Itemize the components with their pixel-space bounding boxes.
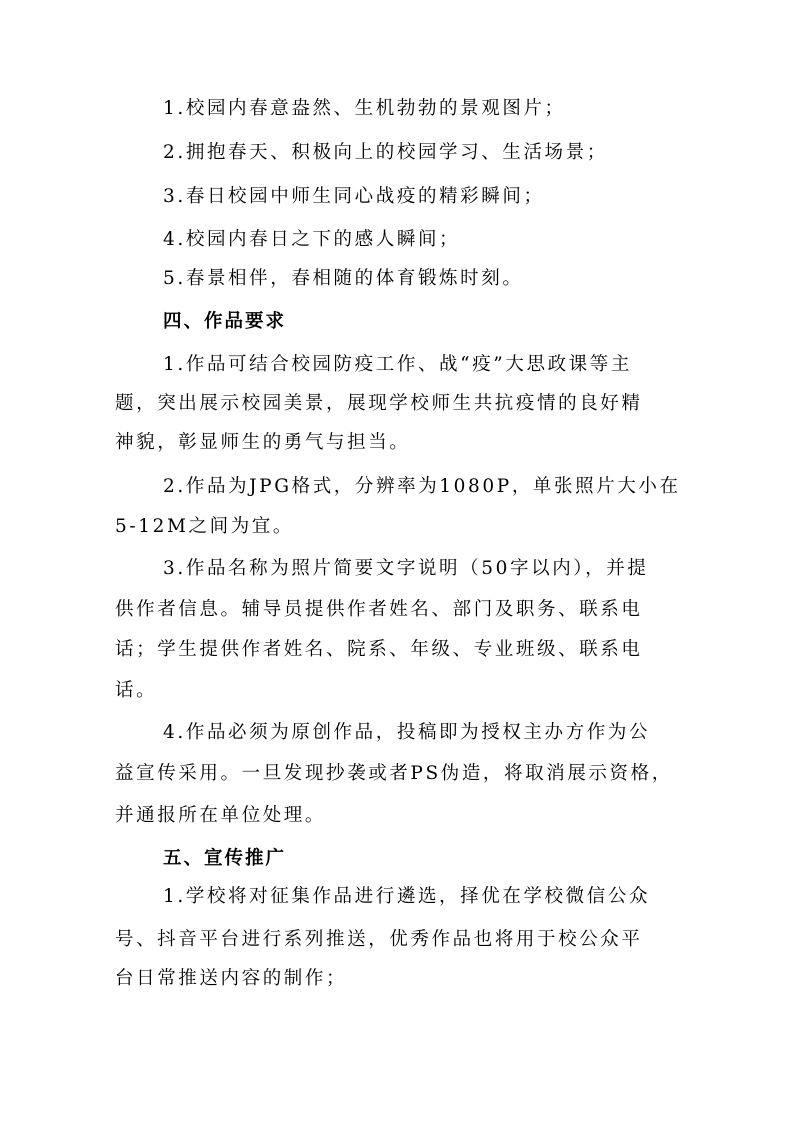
paragraph-line: 1.学校将对征集作品进行遴选，择优在学校微信公众 — [163, 886, 651, 907]
list-item: 4.校园内春日之下的感人瞬间； — [163, 229, 461, 250]
paragraph-line: 4.作品必须为原创作品，投稿即为授权主办方作为公 — [163, 722, 651, 743]
paragraph-line: 3.作品名称为照片简要文字说明（50字以内），并提 — [163, 558, 649, 579]
paragraph-line: 益宣传采用。一旦发现抄袭或者PS伪造，将取消展示资格， — [115, 763, 673, 784]
list-item: 3.春日校园中师生同心战疫的精彩瞬间； — [163, 186, 545, 207]
section-heading: 四、作品要求 — [163, 311, 287, 332]
paragraph-line: 话。 — [115, 680, 158, 701]
list-item: 2.拥抱春天、积极向上的校园学习、生活场景； — [163, 142, 608, 163]
paragraph-line: 2.作品为JPG格式，分辨率为1080P，单张照片大小在 — [163, 476, 681, 497]
paragraph-line: 号、抖音平台进行系列推送，优秀作品也将用于校公众平 — [115, 929, 643, 950]
section-heading: 五、宣传推广 — [163, 848, 287, 869]
paragraph-line: 供作者信息。辅导员提供作者姓名、部门及职务、联系电 — [115, 599, 643, 620]
list-item: 1.校园内春意盎然、生机勃勃的景观图片； — [163, 98, 566, 119]
list-item: 5.春景相伴，春相随的体育锻炼时刻。 — [163, 268, 524, 289]
paragraph-line: 台日常推送内容的制作； — [115, 968, 348, 989]
paragraph-line: 1.作品可结合校园防疫工作、战“疫”大思政课等主 — [163, 354, 632, 375]
paragraph-line: 话；学生提供作者姓名、院系、年级、专业班级、联系电 — [115, 639, 643, 660]
paragraph-line: 题，突出展示校园美景，展现学校师生共抗疫情的良好精 — [115, 393, 643, 414]
paragraph-line: 神貌，彰显师生的勇气与担当。 — [115, 432, 411, 453]
paragraph-line: 并通报所在单位处理。 — [115, 805, 327, 826]
paragraph-line: 5-12M之间为宜。 — [115, 516, 295, 537]
